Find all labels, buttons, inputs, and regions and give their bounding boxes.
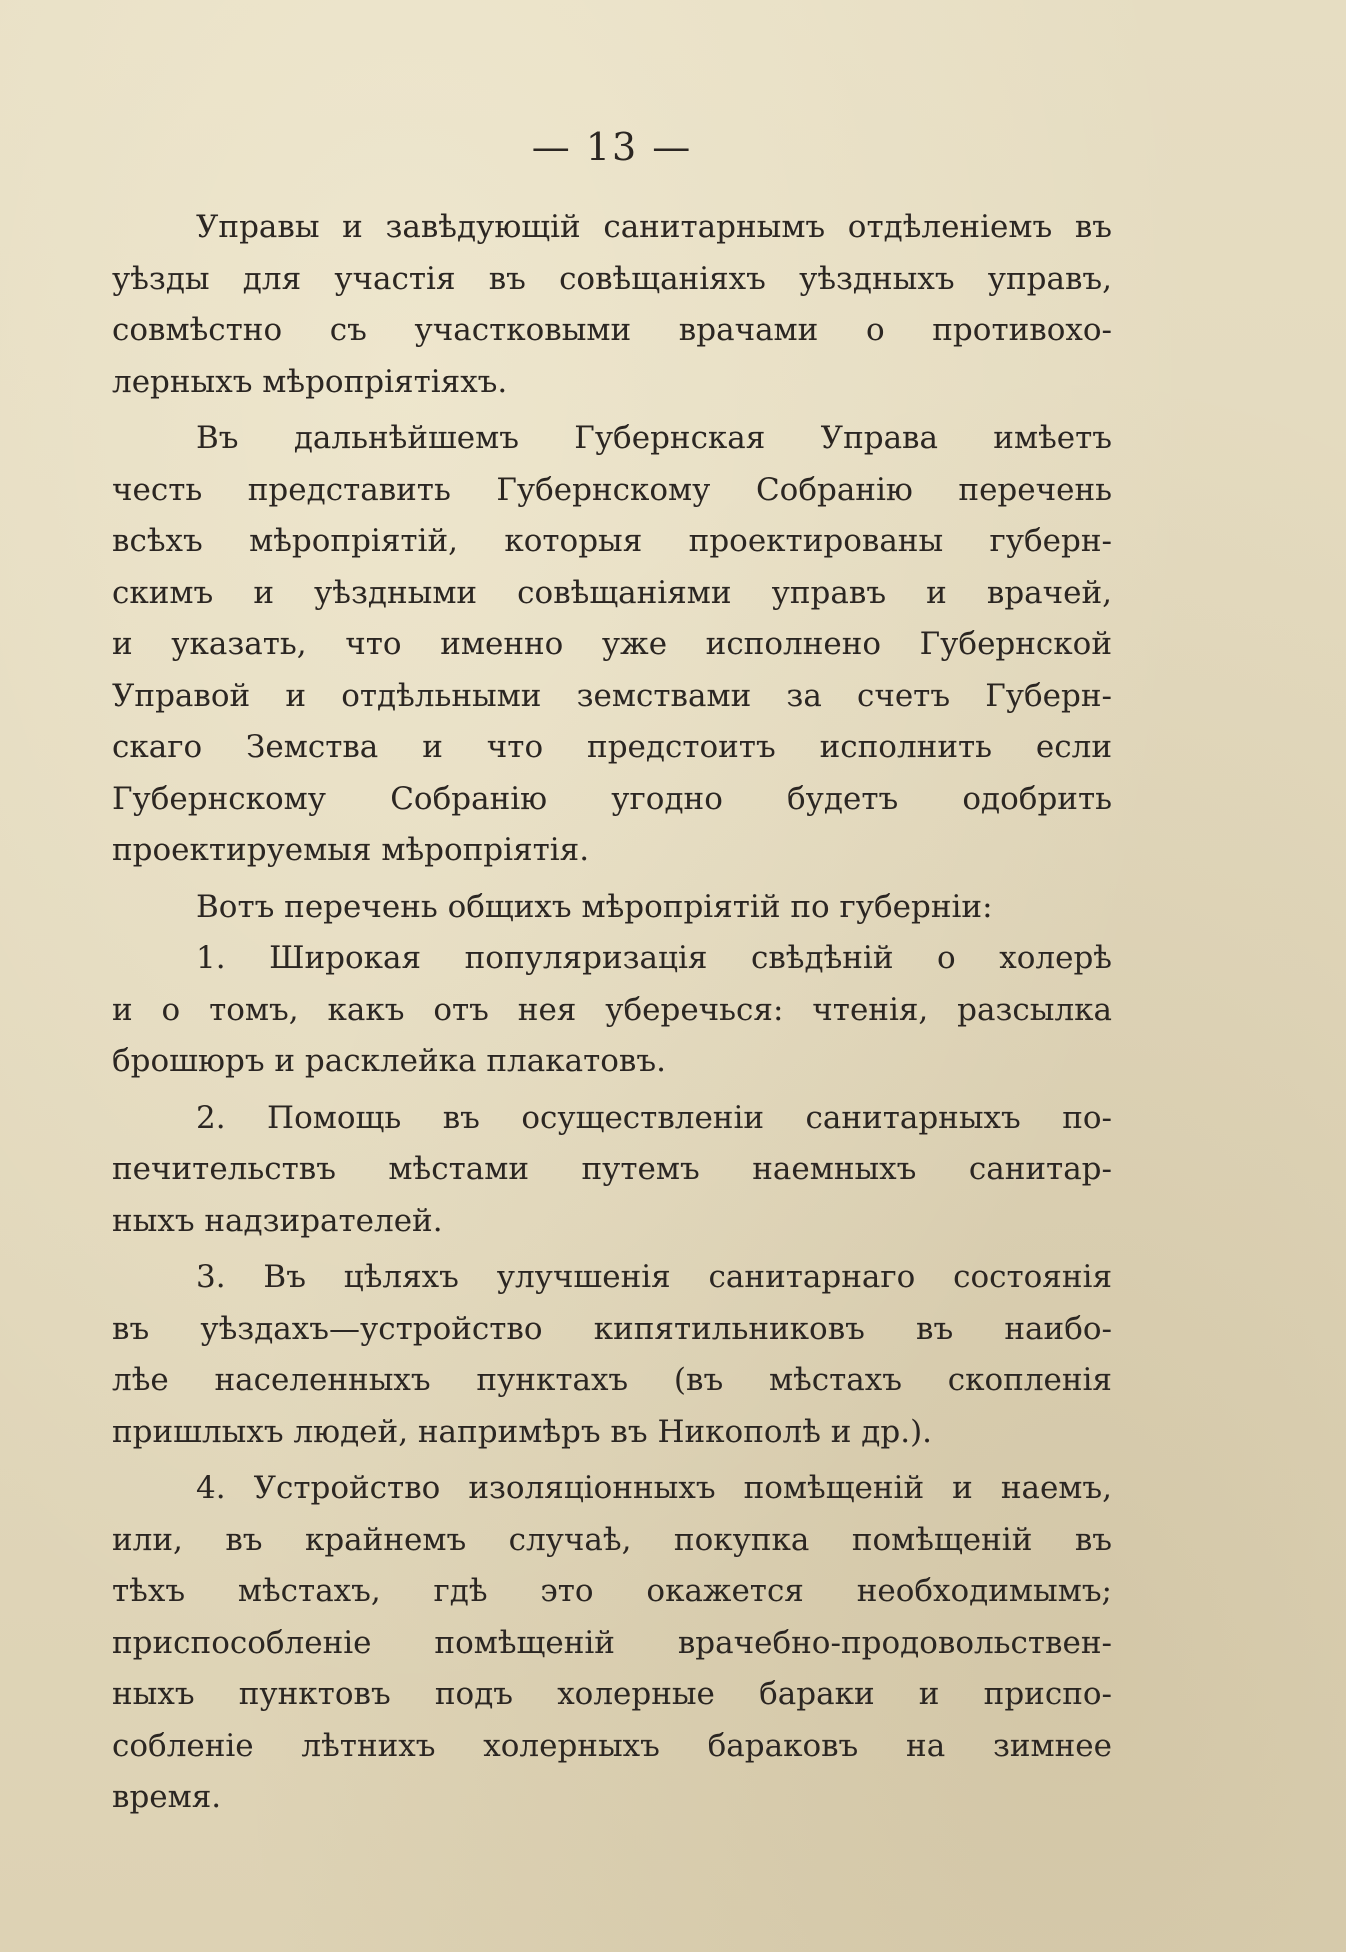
text-line: время.: [112, 1779, 222, 1815]
paragraph: [112, 1463, 1112, 1824]
text-line: проектируемыя мѣропріятія.: [112, 832, 590, 868]
text-line: 1. Широкая популяризація свѣдѣній о холерѣ: [196, 940, 1112, 976]
text-line: 3. Въ цѣляхъ улучшенія санитарнаго состоянія: [196, 1259, 1112, 1295]
text-line: въ уѣздахъ—устройство кипятильниковъ въ наибо-: [112, 1310, 1112, 1347]
text-line: Губернскому Собранію угодно будетъ одобрить: [112, 780, 1112, 817]
page-number: — 13 —: [531, 125, 693, 169]
text-line: приспособленіе помѣщеній врачебно-продовольствен-: [112, 1624, 1112, 1661]
text-block: [112, 122, 1112, 1824]
text-line: собленіе лѣтнихъ холерныхъ бараковъ на зимнее: [112, 1727, 1112, 1764]
text-line: Управой и отдѣльными земствами за счетъ Губерн-: [112, 677, 1112, 714]
text-line: уѣзды для участія въ совѣщаніяхъ уѣздныхъ управъ,: [112, 260, 1112, 297]
text-line: 2. Помощь въ осуществленіи санитарныхъ по-: [196, 1099, 1112, 1136]
text-line: и указать, что именно уже исполнено Губернской: [112, 626, 1112, 662]
text-line: скаго Земства и что предстоитъ исполнить если: [112, 729, 1112, 765]
text-line: ныхъ надзирателей.: [112, 1202, 443, 1239]
text-line: Управы и завѣдующій санитарнымъ отдѣленіемъ въ: [196, 209, 1112, 245]
text-line: лѣе населенныхъ пунктахъ (въ мѣстахъ скопленія: [112, 1362, 1112, 1398]
text-line: или, въ крайнемъ случаѣ, покупка помѣщеній въ: [112, 1521, 1112, 1558]
paragraph: [112, 202, 1112, 408]
text-line: 4. Устройство изоляціонныхъ помѣщеній и наемъ,: [196, 1470, 1112, 1506]
paragraph: [112, 413, 1112, 877]
paragraph: [112, 882, 1112, 934]
paragraphs: [112, 202, 1112, 1824]
text-line: лерныхъ мѣропріятіяхъ.: [112, 363, 508, 400]
text-line: пришлыхъ людей, напримѣръ въ Никополѣ и др.).: [112, 1413, 933, 1450]
paragraph: [112, 1252, 1112, 1458]
text-line: и о томъ, какъ отъ нея уберечься: чтенія, разсылка: [112, 991, 1112, 1028]
text-line: печительствъ мѣстами путемъ наемныхъ санитар-: [112, 1151, 1112, 1187]
text-line: честь представить Губернскому Собранію перечень: [112, 471, 1112, 508]
paragraph: [112, 933, 1112, 1088]
text-line: тѣхъ мѣстахъ, гдѣ это окажется необходимымъ;: [112, 1573, 1112, 1609]
text-line: всѣхъ мѣропріятій, которыя проектированы губерн-: [112, 523, 1112, 559]
text-line: совмѣстно съ участковыми врачами о противохо-: [112, 312, 1112, 348]
text-line: Въ дальнѣйшемъ Губернская Управа имѣетъ: [196, 420, 1112, 456]
paragraph: [112, 1093, 1112, 1248]
text-line: Вотъ перечень общихъ мѣропріятій по губерніи:: [196, 888, 993, 925]
text-line: брошюръ и расклейка плакатовъ.: [112, 1043, 666, 1079]
text-line: скимъ и уѣздными совѣщаніями управъ и врачей,: [112, 574, 1112, 611]
text-line: ныхъ пунктовъ подъ холерные бараки и приспо-: [112, 1676, 1112, 1712]
